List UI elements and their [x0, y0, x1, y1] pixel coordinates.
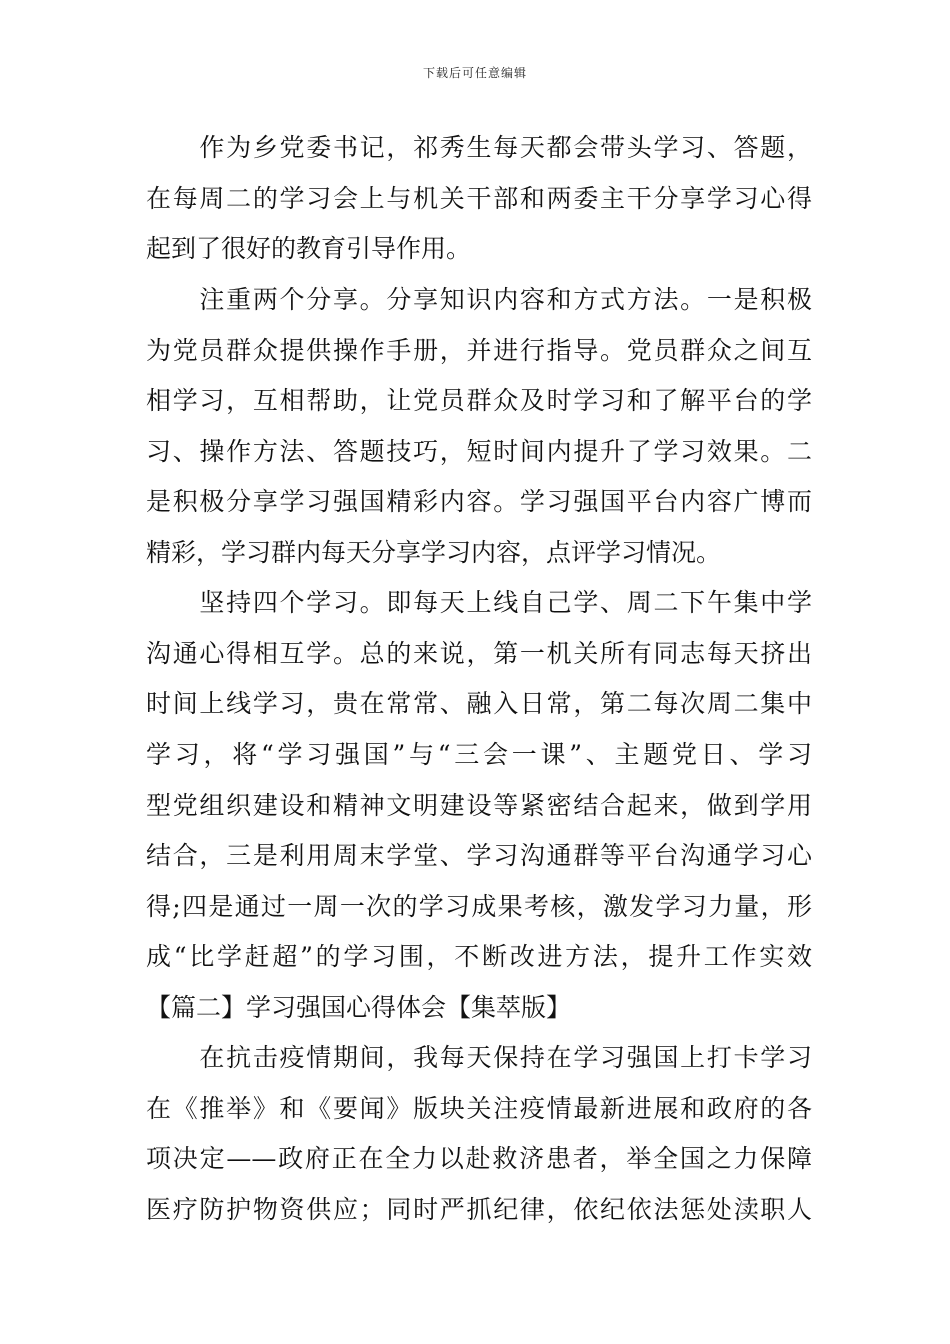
- text-line: 作为乡党委书记，祁秀生每天都会带头学习、答题，: [146, 133, 812, 162]
- text-line: 精彩，学习群内每天分享学习内容，点评学习情况。: [146, 538, 722, 567]
- text-line: 坚持四个学习。即每天上线自己学、周二下午集中学: [146, 588, 812, 617]
- text-line: 时间上线学习，贵在常常、融入日常，第二每次周二集中: [146, 689, 812, 718]
- text-line: 在每周二的学习会上与机关干部和两委主干分享学习心得: [146, 184, 812, 213]
- text-line: 学习，将“学习强国”与“三会一课”、主题党日、学习: [146, 740, 812, 769]
- text-line: 在《推举》和《要闻》版块关注疫情最新进展和政府的各: [146, 1094, 812, 1123]
- text-line: 项决定——政府正在全力以赴救济患者，举全国之力保障: [146, 1144, 812, 1173]
- text-line: 沟通心得相互学。总的来说，第一机关所有同志每天挤出: [146, 639, 812, 668]
- text-line: 在抗击疫情期间，我每天保持在学习强国上打卡学习: [146, 1043, 812, 1072]
- text-line: 医疗防护物资供应；同时严抓纪律，依纪依法惩处渎职人: [146, 1195, 812, 1224]
- text-line: 习、操作方法、答题技巧，短时间内提升了学习效果。二: [146, 437, 812, 466]
- page-header-note: 下载后可任意编辑: [422, 66, 527, 80]
- text-line: 成“比学赶超”的学习围，不断改进方法，提升工作实效: [146, 942, 812, 971]
- text-line: 型党组织建设和精神文明建设等紧密结合起来，做到学用: [146, 791, 812, 820]
- text-line: 结合，三是利用周末学堂、学习沟通群等平台沟通学习心: [146, 841, 812, 870]
- section-heading: 【篇二】学习强国心得体会【集萃版】: [146, 993, 572, 1022]
- text-line: 注重两个分享。分享知识内容和方式方法。一是积极: [146, 285, 812, 314]
- text-line: 相学习，互相帮助，让党员群众及时学习和了解平台的学: [146, 386, 812, 415]
- text-line: 是积极分享学习强国精彩内容。学习强国平台内容广博而: [146, 487, 812, 516]
- text-line: 起到了很好的教育引导作用。: [146, 234, 472, 263]
- text-line: 为党员群众提供操作手册，并进行指导。党员群众之间互: [146, 336, 812, 365]
- text-line: 得;四是通过一周一次的学习成果考核，激发学习力量，形: [146, 892, 812, 921]
